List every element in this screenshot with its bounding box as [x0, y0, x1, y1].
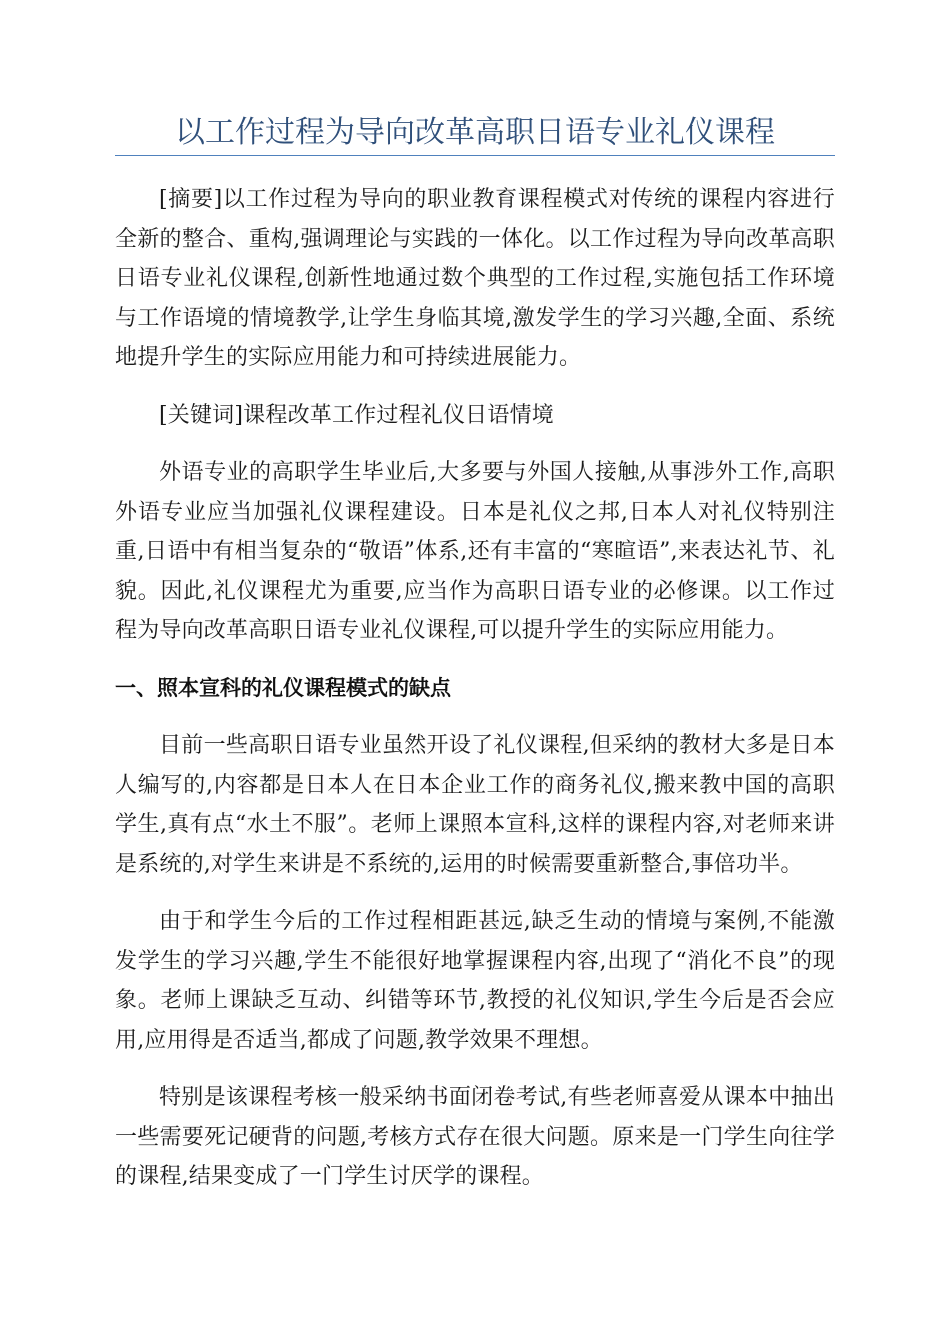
- document-body: [115, 180, 835, 1215]
- title-underline: [115, 155, 835, 156]
- abstract-paragraph: [摘要]以工作过程为导向的职业教育课程模式对传统的课程内容进行全新的整合、重构,强调理论与实践的一体化。以工作过程为导向改革高职日语专业礼仪课程,创新性地通过数个典型的工作过程,实施包括工作环境与工作语境的情境教学,让学生身临其境,激发学生的学习兴趣,全面、系统地提升学生的实际应用能力和可持续进展能力。: [115, 187, 835, 370]
- body-paragraph: 由于和学生今后的工作过程相距甚远,缺乏生动的情境与案例,不能激发学生的学习兴趣,学生不能很好地掌握课程内容,出现了“消化不良”的现象。老师上课缺乏互动、纠错等环节,教授的礼仪知识,学生今后是否会应用,应用得是否适当,都成了问题,教学效果不理想。: [115, 909, 835, 1053]
- body-paragraph: 特别是该课程考核一般采纳书面闭卷考试,有些老师喜爱从课本中抽出一些需要死记硬背的问题,考核方式存在很大问题。原来是一门学生向往学的课程,结果变成了一门学生讨厌学的课程。: [115, 1085, 835, 1189]
- keywords-paragraph: [关键词]课程改革工作过程礼仪日语情境: [159, 402, 554, 428]
- document-title: 以工作过程为导向改革高职日语专业礼仪课程: [175, 115, 775, 150]
- body-paragraph: 目前一些高职日语专业虽然开设了礼仪课程,但采纳的教材大多是日本人编写的,内容都是日本人在日本企业工作的商务礼仪,搬来教中国的高职学生,真有点“水土不服”。老师上课照本宣科,这样的课程内容,对老师来讲是系统的,对学生来讲是不系统的,运用的时候需要重新整合,事倍功半。: [115, 733, 835, 877]
- section-heading: 一、照本宣科的礼仪课程模式的缺点: [115, 675, 451, 700]
- intro-paragraph: 外语专业的高职学生毕业后,大多要与外国人接触,从事涉外工作,高职外语专业应当加强礼仪课程建设。日本是礼仪之邦,日本人对礼仪特别注重,日语中有相当复杂的“敬语”体系,还有丰富的“寒暄语”,来表达礼节、礼貌。因此,礼仪课程尤为重要,应当作为高职日语专业的必修课。以工作过程为导向改革高职日语专业礼仪课程,可以提升学生的实际应用能力。: [115, 460, 835, 643]
